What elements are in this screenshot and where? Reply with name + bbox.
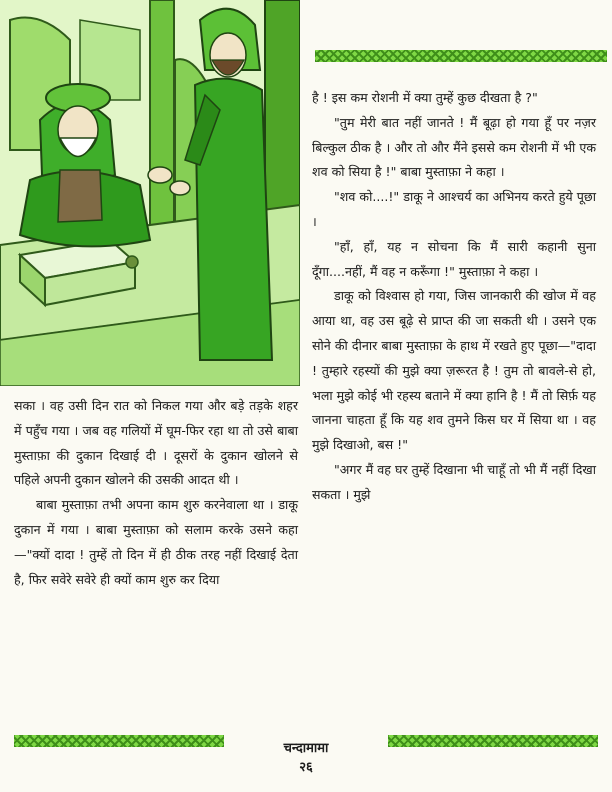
paragraph: है ! इस कम रोशनी में क्या तुम्हें कुछ दीखता है ?": [312, 90, 538, 105]
paragraph: बाबा मुस्ताफ़ा तभी अपना काम शुरु करनेवाला था । डाकू दुकान में गया । बाबा मुस्ताफ़ा को सलाम करके उसने कहा—"क्यों दादा ! तुम्हें तो दिन में ही ठीक तरह नहीं दिखाई देता है, फिर सवेरे सवेरे ही क्यों काम शुरु कर दिया: [14, 497, 298, 587]
page-number: २६: [299, 760, 313, 775]
paragraph: "हाँ, हाँ, यह न सोचना कि मैं सारी कहानी सुना दूँगा....नहीं, मैं वह न करूँगा !" मुस्ताफ़ा ने कहा ।: [312, 238, 596, 279]
left-column-text: [14, 394, 298, 724]
paragraph: सका । वह उसी दिन रात को निकल गया और बड़े तड़के शहर में पहुँच गया । जब वह गलियों में घूम-फिर रहा था तो उसे बाबा मुस्ताफ़ा की दुकान दिखाई दी । दूसरों के दुकान खोलने से पहिले अपनी दुकान खोलने की उसकी आदत थी ।: [14, 398, 298, 488]
paragraph: "शव को....!" डाकू ने आश्चर्य का अभिनय करते हुये पूछा ।: [312, 189, 596, 229]
right-column-text: [312, 86, 596, 726]
illustration-scene: [0, 0, 300, 386]
story-illustration: [0, 0, 300, 386]
paragraph: "अगर मैं वह घर तुम्हें दिखाना भी चाहूँ तो भी मैं नहीं दिखा सकता । मुझे: [312, 461, 596, 502]
magazine-title: चन्दामामा: [283, 741, 329, 756]
paragraph: डाकू को विश्वास हो गया, जिस जानकारी की खोज में वह आया था, वह उस बूढ़े से प्राप्त की जा सकती थी । उसने एक सोने की दीनार बाबा मुस्ताफ़ा के हाथ में रखते हुए पूछा—"दादा ! तुम्हारे रहस्यों की मुझे क्या ज़रूरत है ! तुम तो बावले-से हो, भला मुझे कोई भी रहस्य बताने में क्या हानि है ! मैं तो सिर्फ़ यह जानना चाहता हूँ कि यह शव तुमने किस घर में सिया था । वह मुझे दिखाओ, बस !": [312, 288, 596, 453]
top-decorative-border: [315, 50, 607, 62]
paragraph: "तुम मेरी बात नहीं जानते ! मैं बूढ़ा हो गया हूँ पर नज़र बिल्कुल ठीक है । और तो और मैंने इससे कम रोशनी में भी एक शव को सिया है !" बाबा मुस्ताफ़ा ने कहा ।: [312, 114, 596, 180]
